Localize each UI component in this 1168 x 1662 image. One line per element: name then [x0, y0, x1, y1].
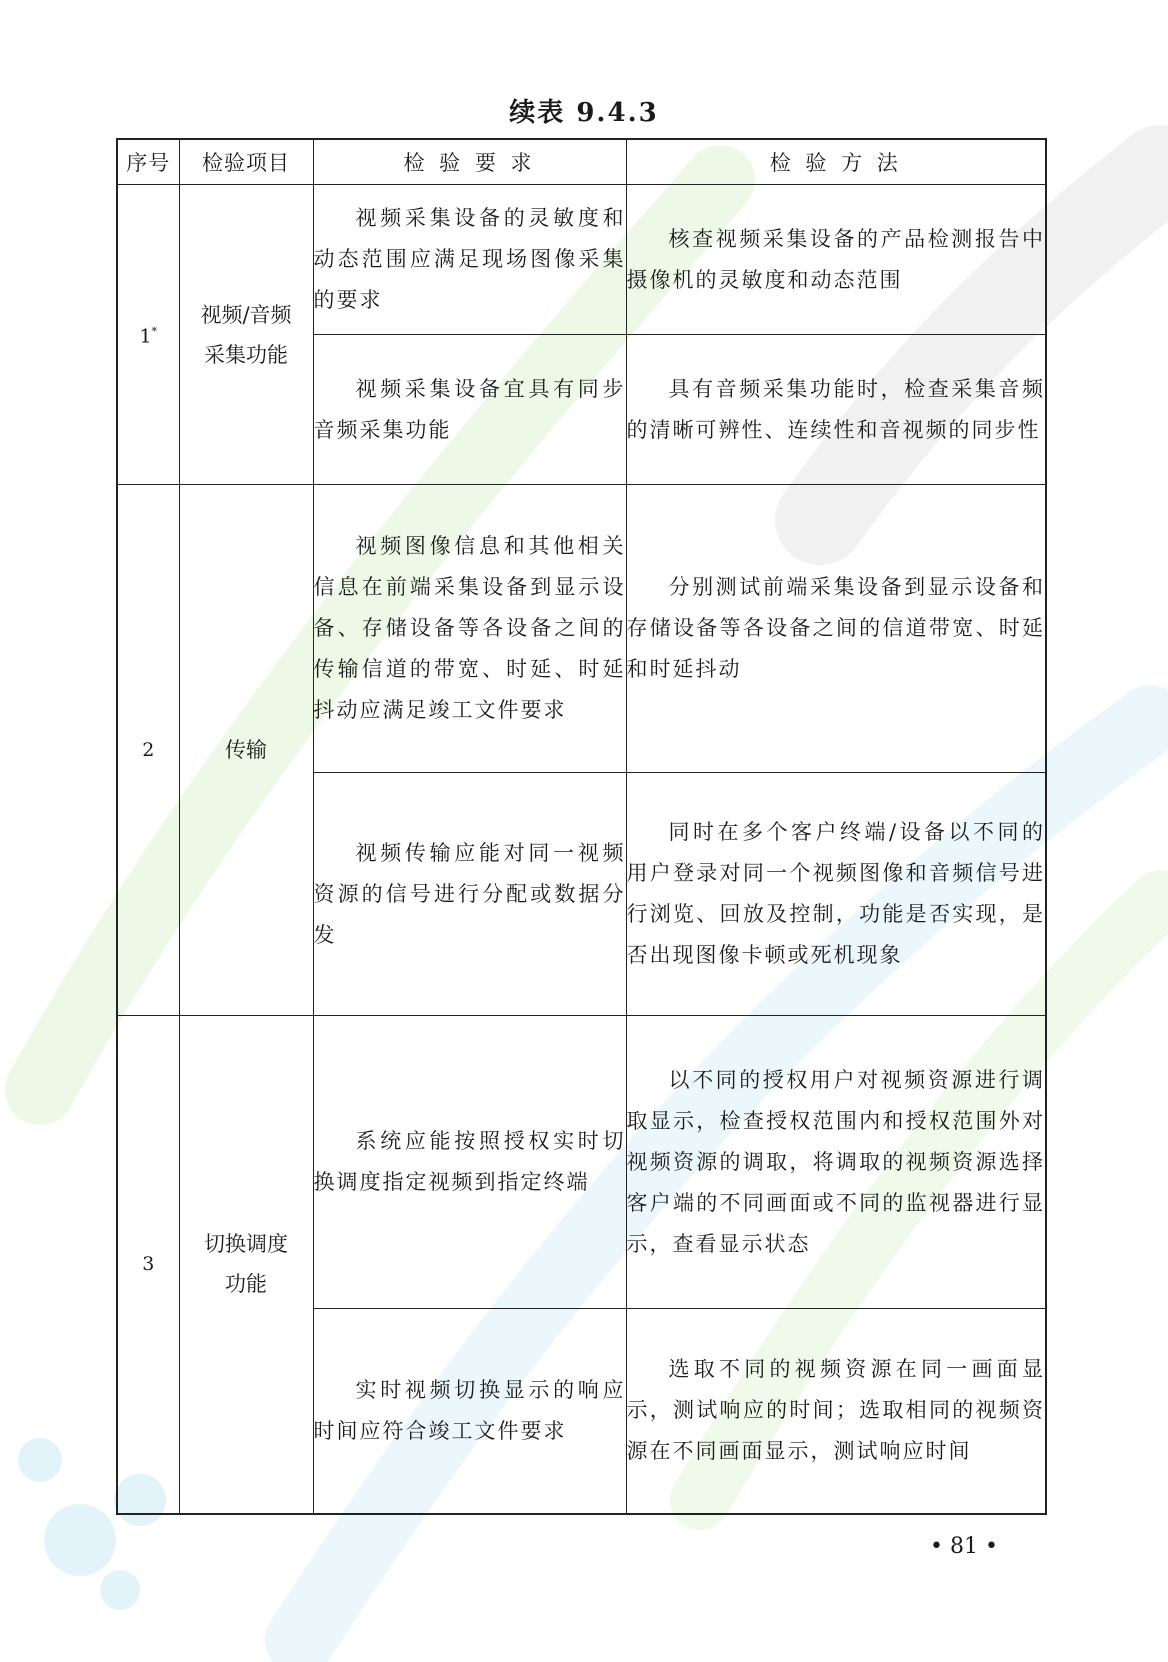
method-cell: 以不同的授权用户对视频资源进行调取显示，检查授权范围内和授权范围外对视频资源的调取，将调取的视频资源选择客户端的不同画面或不同的监视器进行显示，查看显示状态 — [626, 1016, 1046, 1309]
inspection-item: 视频/音频 采集功能 — [179, 185, 313, 485]
row-number: 3 — [117, 1016, 179, 1514]
method-cell: 核查视频采集设备的产品检测报告中摄像机的灵敏度和动态范围 — [626, 185, 1046, 335]
table-header-row — [117, 139, 1046, 185]
table-title: 续表 9.4.3 — [509, 98, 659, 128]
method-cell: 分别测试前端采集设备到显示设备和存储设备等各设备之间的信道带宽、时延和时延抖动 — [626, 485, 1046, 773]
requirement-cell: 视频采集设备的灵敏度和动态范围应满足现场图像采集的要求 — [313, 185, 626, 335]
requirement-cell: 视频传输应能对同一视频资源的信号进行分配或数据分发 — [313, 773, 626, 1016]
header-requirement: 检 验 要 求 — [313, 139, 626, 185]
method-cell: 同时在多个客户终端/设备以不同的用户登录对同一个视频图像和音频信号进行浏览、回放及控制，功能是否实现，是否出现图像卡顿或死机现象 — [626, 773, 1046, 1016]
requirement-cell: 实时视频切换显示的响应时间应符合竣工文件要求 — [313, 1309, 626, 1514]
method-cell: 具有音频采集功能时，检查采集音频的清晰可辨性、连续性和音视频的同步性 — [626, 335, 1046, 485]
inspection-table — [116, 138, 1047, 1515]
requirement-cell: 视频采集设备宜具有同步音频采集功能 — [313, 335, 626, 485]
header-method: 检 验 方 法 — [626, 139, 1046, 185]
mandatory-mark: * — [151, 325, 158, 339]
page-number: • 81 • — [930, 1534, 998, 1559]
table-row — [117, 485, 1046, 773]
header-item: 检验项目 — [179, 139, 313, 185]
method-cell: 选取不同的视频资源在同一画面显示，测试响应的时间；选取相同的视频资源在不同画面显示，测试响应时间 — [626, 1309, 1046, 1514]
row-number: 1* — [117, 185, 179, 485]
table-row — [117, 185, 1046, 335]
header-no: 序号 — [117, 139, 179, 185]
requirement-cell: 视频图像信息和其他相关信息在前端采集设备到显示设备、存储设备等各设备之间的传输信道的带宽、时延、时延抖动应满足竣工文件要求 — [313, 485, 626, 773]
requirement-cell: 系统应能按照授权实时切换调度指定视频到指定终端 — [313, 1016, 626, 1309]
inspection-item: 切换调度 功能 — [179, 1016, 313, 1514]
inspection-item: 传输 — [179, 485, 313, 1016]
row-number: 2 — [117, 485, 179, 1016]
table-row — [117, 1016, 1046, 1309]
